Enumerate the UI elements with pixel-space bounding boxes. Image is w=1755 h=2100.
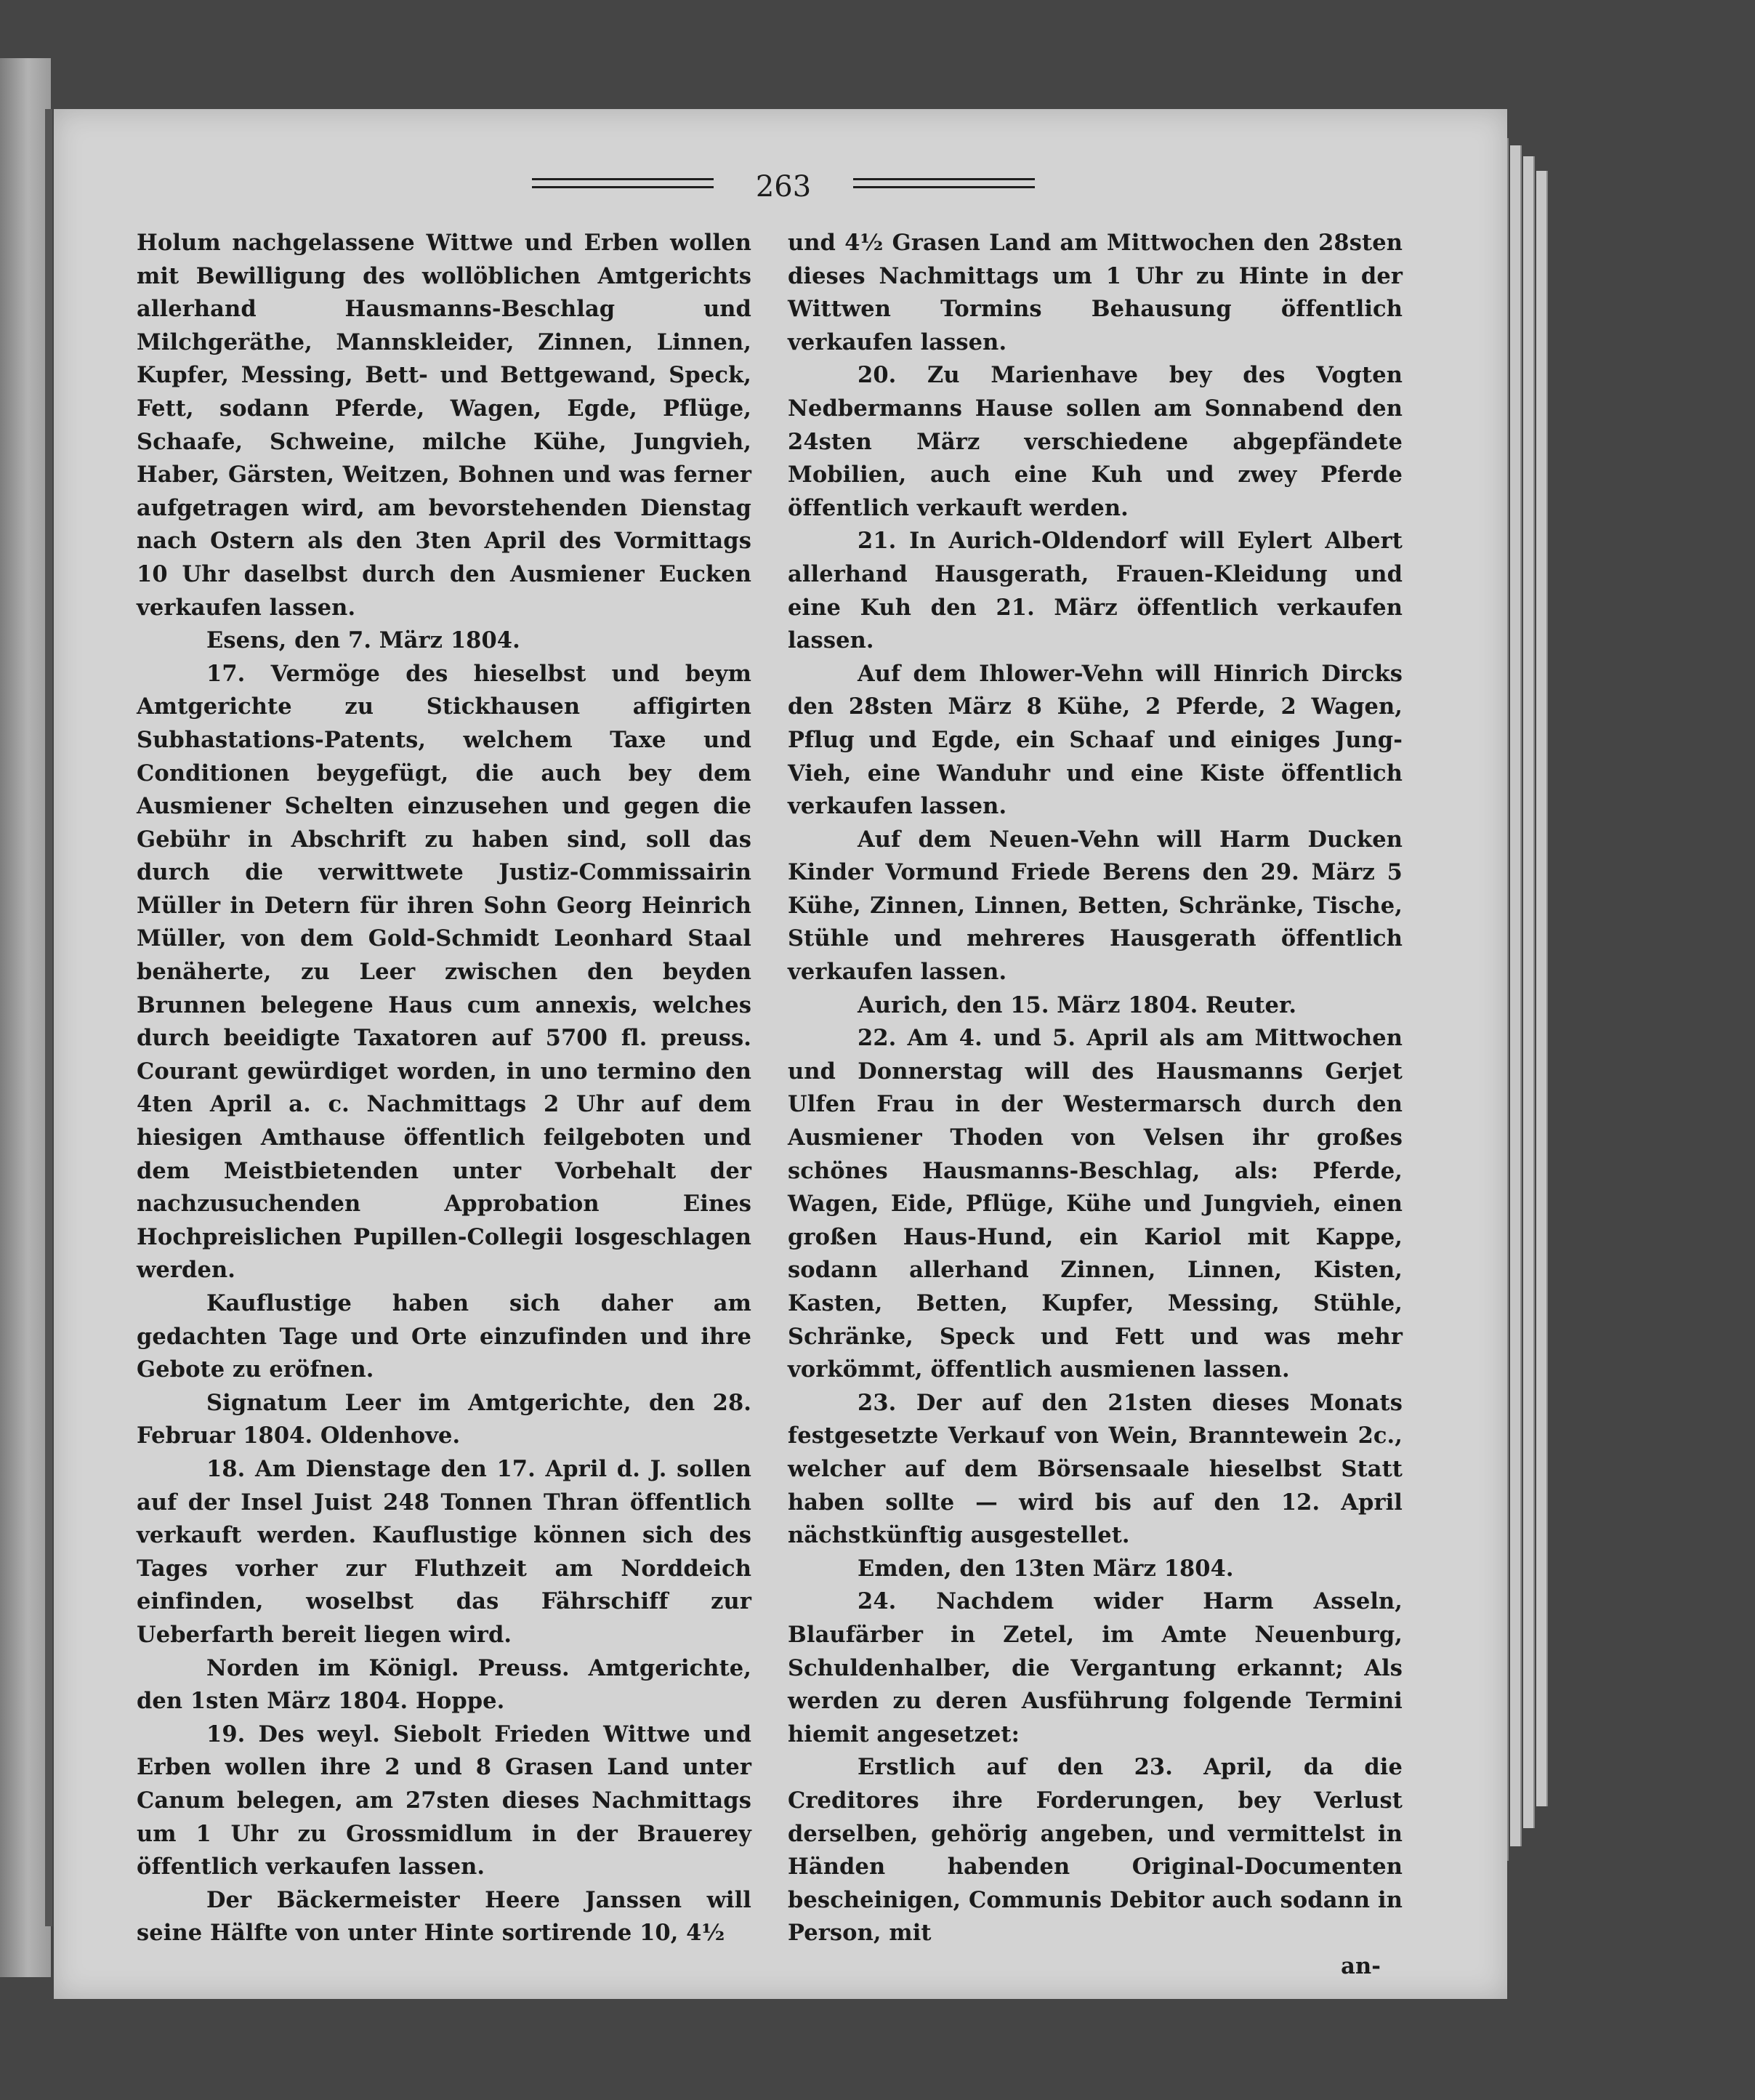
header-rule-left	[532, 186, 714, 188]
right-column-paragraph: Auf dem Neuen-Vehn will Harm Ducken Kinder Vormund Friede Berens den 29. März 5 Kühe, Zinnen, Linnen, Betten, Schränke, Tische, Stühle und mehreres Hausgerath öffentlich verkaufen lassen.	[788, 826, 1403, 986]
gutter-shadow	[45, 109, 52, 1926]
left-column-paragraph: 17. Vermöge des hieselbst und beym Amtgerichte zu Stickhausen affigirten Subhastations-Patents, welchem Taxe und Conditionen beygefügt, die auch bey dem Ausmiener Schelten einzusehen und gegen die Gebühr in Abschrift zu haben sind, soll das durch die verwittwete Justiz-Commissairin Müller in Detern für ihren Sohn Georg Heinrich Müller, von dem Gold-Schmidt Leonhard Staal benäherte, zu Leer zwischen den beyden Brunnen belegene Haus cum annexis, welches durch beeidigte Taxatoren auf 5700 fl. preuss. Courant gewürdiget worden, in uno termino den 4ten April a. c. Nachmittags 2 Uhr auf dem hiesigen Amthause öffentlich feilgeboten und dem Meistbietenden unter Vorbehalt der nachzusuchenden Approbation Eines Hochpreislichen Pupillen-Collegii losgeschlagen werden.	[137, 660, 751, 1284]
left-column-paragraph: Holum nachgelassene Wittwe und Erben wollen mit Bewilligung des wollöblichen Amtgerichts allerhand Hausmanns-Beschlag und Milchgeräthe, Mannskleider, Zinnen, Linnen, Kupfer, Messing, Bett- und Bettgewand, Speck, Fett, sodann Pferde, Wagen, Egde, Pflüge, Schaafe, Schweine, milche Kühe, Jungvieh, Haber, Gärsten, Weitzen, Bohnen und was ferner aufgetragen wird, am bevorstehenden Dienstag nach Ostern als den 3ten April des Vormittags 10 Uhr daselbst durch den Ausmiener Eucken verkaufen lassen.	[137, 230, 751, 621]
right-column-paragraph: und 4½ Grasen Land am Mittwochen den 28sten dieses Nachmittags um 1 Uhr zu Hinte in der Wittwen Tormins Behausung öffentlich verkaufen lassen.	[788, 230, 1403, 355]
right-column-paragraph: Aurich, den 15. März 1804. Reuter.	[858, 991, 1297, 1018]
left-column-paragraph: Der Bäckermeister Heere Janssen will seine Hälfte von unter Hinte sortirende 10, 4½	[137, 1886, 751, 1947]
right-column-paragraph: 21. In Aurich-Oldendorf will Eylert Albert allerhand Hausgerath, Frauen-Kleidung und eine Kuh den 21. März öffentlich verkaufen lassen.	[788, 528, 1403, 654]
left-column-paragraph: 18. Am Dienstage den 17. April d. J. sollen auf der Insel Juist 248 Tonnen Thran öffentlich verkauft werden. Kauflustige können sich des Tages vorher zur Fluthzeit am Norddeich einfinden, woselbst das Fährschiff zur Ueberfarth bereit liegen wird.	[137, 1455, 751, 1648]
left-column-paragraph: 19. Des weyl. Siebolt Frieden Wittwe und Erben wollen ihre 2 und 8 Grasen Land unter Canum belegen, am 27sten dieses Nachmittags um 1 Uhr zu Grossmidlum in der Brauerey öffentlich verkaufen lassen.	[137, 1721, 751, 1880]
page-number: 263	[755, 170, 812, 204]
right-column	[788, 227, 1403, 1983]
right-column-paragraph: an-	[1341, 1952, 1381, 1979]
right-column-paragraph: 24. Nachdem wider Harm Asseln, Blaufärber in Zetel, im Amte Neuenburg, Schuldenhalber, die Vergantung erkannt; Als werden zu deren Ausführung folgende Termini hiemit angesetzet:	[788, 1588, 1403, 1747]
right-column-paragraph: Auf dem Ihlower-Vehn will Hinrich Dircks den 28sten März 8 Kühe, 2 Pferde, 2 Wagen, Pflug und Egde, ein Schaaf und einiges Jung-Vieh, eine Wanduhr und eine Kiste öffentlich verkaufen lassen.	[788, 660, 1403, 820]
right-column-paragraph: 22. Am 4. und 5. April als am Mittwochen und Donnerstag will des Hausmanns Gerjet Ulfen Frau in der Westermarsch durch den Ausmiener Thoden von Velsen ihr großes schönes Hausmanns-Beschlag, als: Pferde, Wagen, Eide, Pflüge, Kühe und Jungvieh, einen großen Haus-Hund, ein Kariol mit Kappe, sodann allerhand Zinnen, Linnen, Kisten, Kasten, Betten, Kupfer, Messing, Stühle, Schränke, Speck und Fett und was mehr vorkömmt, öffentlich ausmienen lassen.	[788, 1025, 1403, 1383]
left-column-paragraph: Esens, den 7. März 1804.	[206, 627, 520, 654]
header-rule-left	[532, 178, 714, 180]
left-column-paragraph: Norden im Königl. Preuss. Amtgerichte, den 1sten März 1804. Hoppe.	[137, 1654, 751, 1715]
left-page-edge	[0, 58, 51, 1977]
right-column-paragraph: Erstlich auf den 23. April, da die Creditores ihre Forderungen, bey Verlust derselben, gehörig angeben, und vermittelst in Händen habenden Original-Documenten bescheinigen, Communis Debitor auch sodann in Person, mit	[788, 1754, 1403, 1947]
left-column-paragraph: Kauflustige haben sich daher am gedachten Tage und Orte einzufinden und ihre Gebote zu eröfnen.	[137, 1290, 751, 1383]
header-rule-right	[853, 186, 1035, 188]
left-column	[137, 227, 751, 1950]
left-column-paragraph: Signatum Leer im Amtgerichte, den 28. Februar 1804. Oldenhove.	[137, 1389, 751, 1449]
printed-page	[54, 109, 1507, 1999]
right-column-paragraph: 20. Zu Marienhave bey des Vogten Nedbermanns Hause sollen am Sonnabend den 24sten März verschiedene abgepfändete Mobilien, auch eine Kuh und zwey Pferde öffentlich verkauft werden.	[788, 362, 1403, 521]
right-column-paragraph: Emden, den 13ten März 1804.	[858, 1555, 1234, 1582]
page-stack-edge	[1523, 156, 1535, 1828]
right-column-paragraph: 23. Der auf den 21sten dieses Monats festgesetzte Verkauf von Wein, Branntewein 2c., welcher auf dem Börsensaale hieselbst Statt haben sollte — wird bis auf den 12. April nächstkünftig ausgestellet.	[788, 1389, 1403, 1549]
header-rule-right	[853, 178, 1035, 180]
page-stack-edge	[1536, 171, 1548, 1806]
page-stack-edge	[1510, 145, 1522, 1846]
